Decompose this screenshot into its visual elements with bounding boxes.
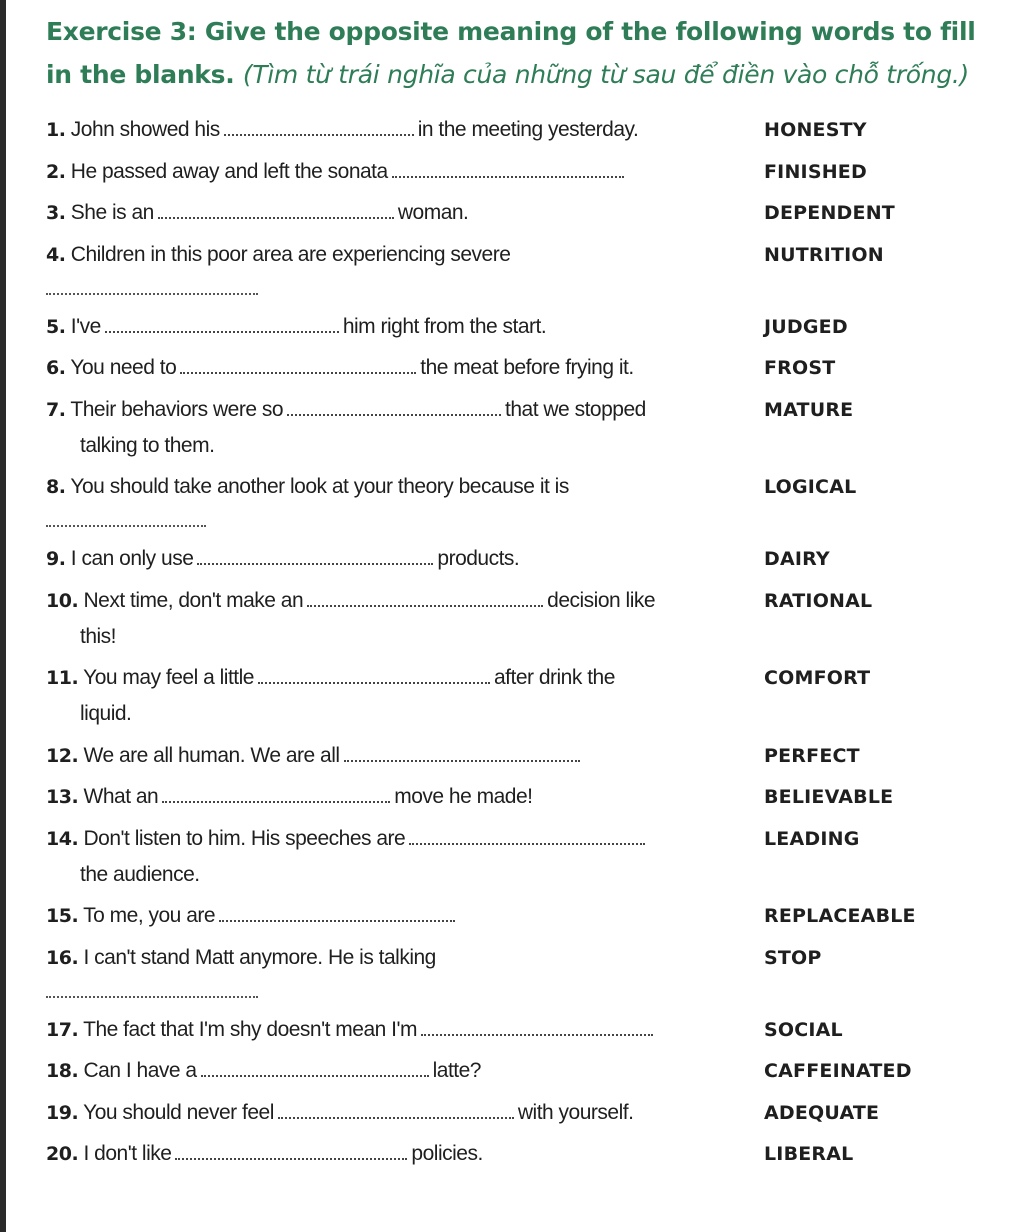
answer-blank[interactable] xyxy=(162,799,390,803)
item-text-before: To me, you are xyxy=(83,904,216,927)
exercise-title: Exercise 3: Give the opposite meaning of the following words to fill in the blanks. xyxy=(46,17,976,89)
item-number: 11. xyxy=(46,667,79,689)
exercise-item xyxy=(46,660,1006,732)
root-word: SOCIAL xyxy=(764,1018,843,1041)
item-sentence xyxy=(46,660,736,732)
item-sentence xyxy=(46,1095,736,1131)
item-text-after: policies. xyxy=(411,1142,483,1165)
answer-blank[interactable] xyxy=(278,1115,514,1119)
exercise-item xyxy=(46,195,1006,231)
item-text-before: I've xyxy=(70,314,101,338)
item-number: 8. xyxy=(46,476,66,498)
root-word: LIBERAL xyxy=(764,1143,854,1165)
item-text-before: Don't listen to him. His speeches are xyxy=(83,826,406,850)
item-number: 4. xyxy=(46,243,66,266)
item-number: 10. xyxy=(46,589,79,612)
exercise-item xyxy=(46,583,1006,655)
item-number: 7. xyxy=(46,398,66,421)
root-word: NUTRITION xyxy=(764,243,884,266)
exercise-item xyxy=(46,898,1006,934)
item-sentence xyxy=(46,237,736,295)
item-text-after: the meat before frying it. xyxy=(420,356,634,379)
item-number: 12. xyxy=(46,744,79,767)
answer-blank[interactable] xyxy=(46,511,206,527)
item-number: 16. xyxy=(46,946,79,969)
answer-blank[interactable] xyxy=(307,603,543,607)
item-text-before: The fact that I'm shy doesn't mean I'm xyxy=(83,1017,417,1041)
exercise-item xyxy=(46,350,1006,386)
answer-blank[interactable] xyxy=(287,412,501,416)
item-sentence xyxy=(46,541,736,577)
exercise-item xyxy=(46,779,1006,815)
root-word: STOP xyxy=(764,946,822,969)
item-sentence xyxy=(46,821,736,893)
item-text-before: I can only use xyxy=(70,547,194,570)
root-word: FINISHED xyxy=(764,160,867,183)
item-text-before: I don't like xyxy=(83,1142,172,1165)
item-number: 18. xyxy=(46,1060,79,1082)
item-number: 20. xyxy=(46,1143,79,1165)
item-sentence xyxy=(46,940,736,998)
root-word: HONESTY xyxy=(764,119,867,141)
item-text-after: him right from the start. xyxy=(342,314,547,338)
root-word: JUDGED xyxy=(764,315,848,338)
item-number: 19. xyxy=(46,1101,79,1124)
item-sentence xyxy=(46,1053,736,1089)
item-sentence xyxy=(46,1012,736,1048)
item-text-after: woman. xyxy=(397,201,469,224)
root-word: MATURE xyxy=(764,398,854,421)
item-number: 14. xyxy=(46,827,79,850)
item-text-before: She is an xyxy=(70,201,154,224)
item-number: 9. xyxy=(46,548,66,570)
item-text-before: Next time, don't make an xyxy=(83,588,304,612)
answer-blank[interactable] xyxy=(201,1073,429,1077)
item-number: 13. xyxy=(46,786,79,808)
root-word: LOGICAL xyxy=(764,476,857,498)
item-sentence xyxy=(46,309,736,345)
answer-blank[interactable] xyxy=(180,370,416,374)
exercise-item xyxy=(46,1095,1006,1131)
item-text-continued: liquid. xyxy=(80,702,132,725)
exercise-subtitle: (Tìm từ trái nghĩa của những từ sau để điền vào chỗ trống.) xyxy=(242,60,970,89)
item-text-before: John showed his xyxy=(70,118,220,141)
exercise-item xyxy=(46,154,1006,190)
item-sentence xyxy=(46,154,736,190)
root-word: REPLACEABLE xyxy=(764,905,916,927)
root-word: PERFECT xyxy=(764,744,860,767)
exercise-item xyxy=(46,821,1006,893)
answer-blank[interactable] xyxy=(46,982,258,998)
item-text-after: that we stopped xyxy=(505,397,646,421)
answer-blank[interactable] xyxy=(158,215,394,219)
root-word: DEPENDENT xyxy=(764,202,895,224)
item-text-after: move he made! xyxy=(394,785,533,808)
item-text-continued: this! xyxy=(80,624,117,648)
answer-blank[interactable] xyxy=(219,918,455,922)
exercise-item xyxy=(46,541,1006,577)
item-text-before: I can't stand Matt anymore. He is talking xyxy=(83,945,436,969)
answer-blank[interactable] xyxy=(344,758,580,762)
item-sentence xyxy=(46,738,736,774)
item-text-after: in the meeting yesterday. xyxy=(417,118,639,141)
item-sentence xyxy=(46,1136,736,1172)
item-text-before: You should never feel xyxy=(83,1100,274,1124)
item-sentence xyxy=(46,583,736,655)
exercise-item xyxy=(46,940,1006,998)
item-text-before: What an xyxy=(83,785,159,808)
exercise-item xyxy=(46,392,1006,464)
item-number: 15. xyxy=(46,905,79,927)
item-text-after: after drink the xyxy=(493,666,615,689)
answer-blank[interactable] xyxy=(258,680,490,684)
answer-blank[interactable] xyxy=(175,1156,407,1160)
exercise-item xyxy=(46,309,1006,345)
exercise-item xyxy=(46,1136,1006,1172)
item-text-continued: the audience. xyxy=(80,862,200,886)
exercise-item xyxy=(46,237,1006,295)
root-word: ADEQUATE xyxy=(764,1101,880,1124)
item-number: 3. xyxy=(46,202,66,224)
root-word: LEADING xyxy=(764,827,860,850)
root-word: RATIONAL xyxy=(764,589,873,612)
item-text-after: latte? xyxy=(432,1059,481,1082)
root-word: FROST xyxy=(764,357,836,379)
item-text-before: We are all human. We are all xyxy=(83,743,340,767)
page-left-border xyxy=(0,0,6,1232)
root-word: CAFFEINATED xyxy=(764,1060,912,1082)
item-sentence xyxy=(46,112,736,148)
item-text-before: Children in this poor area are experiencing severe xyxy=(70,242,511,266)
root-word: BELIEVABLE xyxy=(764,786,894,808)
item-number: 6. xyxy=(46,357,66,379)
item-sentence xyxy=(46,392,736,464)
answer-blank[interactable] xyxy=(197,561,433,565)
item-text-before: He passed away and left the sonata xyxy=(70,159,388,183)
exercise-item xyxy=(46,1012,1006,1048)
exercise-item xyxy=(46,738,1006,774)
item-text-before: Their behaviors were so xyxy=(70,397,284,421)
item-text-after: decision like xyxy=(547,588,656,612)
answer-blank[interactable] xyxy=(46,279,258,295)
answer-blank[interactable] xyxy=(421,1032,653,1036)
item-sentence xyxy=(46,779,736,815)
item-number: 1. xyxy=(46,119,66,141)
exercise-item xyxy=(46,112,1006,148)
root-word: DAIRY xyxy=(764,548,830,570)
item-text-before: Can I have a xyxy=(83,1059,197,1082)
item-text-after: with yourself. xyxy=(517,1100,634,1124)
item-sentence xyxy=(46,195,736,231)
root-word: COMFORT xyxy=(764,667,871,689)
item-sentence xyxy=(46,350,736,386)
answer-blank[interactable] xyxy=(409,841,645,845)
exercise-heading xyxy=(46,10,1006,96)
answer-blank[interactable] xyxy=(105,329,339,333)
item-number: 17. xyxy=(46,1018,79,1041)
exercise-list xyxy=(46,112,1006,1178)
item-number: 5. xyxy=(46,315,66,338)
item-text-before: You need to xyxy=(70,356,177,379)
item-sentence xyxy=(46,898,736,934)
item-number: 2. xyxy=(46,160,66,183)
item-text-continued: talking to them. xyxy=(80,433,215,457)
answer-blank[interactable] xyxy=(392,174,624,178)
exercise-item xyxy=(46,1053,1006,1089)
answer-blank[interactable] xyxy=(224,132,414,136)
item-text-after: products. xyxy=(437,547,520,570)
item-text-before: You may feel a little xyxy=(83,666,254,689)
exercise-item xyxy=(46,469,1006,527)
item-sentence xyxy=(46,469,736,527)
item-text-before: You should take another look at your theory because it is xyxy=(70,475,569,498)
